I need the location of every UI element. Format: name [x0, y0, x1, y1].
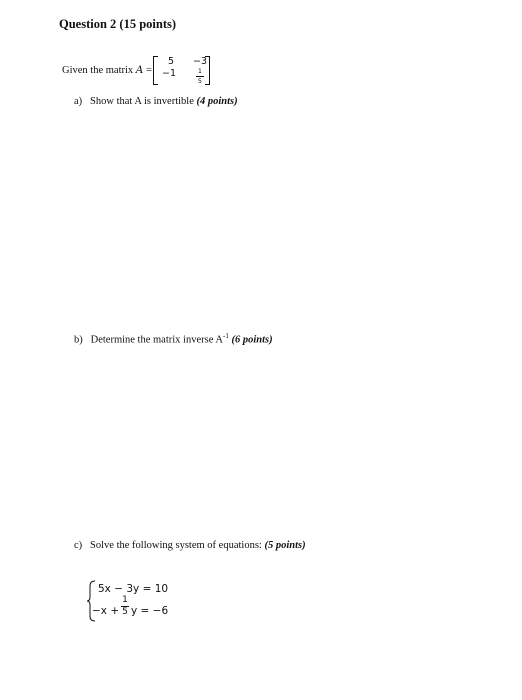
given-text: Given the matrix — [62, 65, 134, 76]
equation-2-prefix: −x + — [92, 605, 120, 617]
part-a-label: a) — [74, 96, 83, 107]
part-b — [74, 332, 273, 346]
part-a-points: (4 points) — [196, 96, 238, 107]
part-a — [74, 96, 238, 107]
part-c-label: c) — [74, 540, 83, 551]
equation-1: 5x − 3y = 10 — [98, 583, 169, 595]
left-bracket — [153, 56, 158, 85]
given-statement — [62, 64, 152, 76]
matrix-cell-r1c1: 5 — [167, 56, 175, 67]
part-b-label: b) — [74, 334, 83, 346]
part-a-text: Show that A is invertible — [90, 96, 194, 107]
question-title: Question 2 (15 points) — [59, 17, 177, 31]
equation-2-denominator: 5 — [122, 607, 128, 617]
part-b-superscript: -1 — [223, 332, 229, 340]
matrix-cell-r2c1: −1 — [161, 68, 176, 79]
part-b-text: Determine the matrix inverse A — [90, 334, 223, 346]
equation-2-fraction — [121, 596, 129, 617]
equation-2-suffix: y = −6 — [131, 605, 169, 617]
equals-sign: = — [146, 65, 152, 76]
matrix-cell-r2c2 — [196, 68, 204, 84]
fraction-denominator: 5 — [197, 76, 203, 85]
part-c-text: Solve the following system of equations: — [90, 540, 262, 551]
part-b-points: (6 points) — [231, 334, 273, 346]
matrix-cell-r1c2: −3 — [192, 56, 207, 67]
fraction-numerator: 1 — [197, 67, 203, 75]
equation-2 — [92, 605, 119, 617]
part-c — [74, 540, 306, 551]
matrix-name: A — [135, 64, 144, 76]
equation-2-numerator: 1 — [122, 595, 128, 605]
part-c-points: (5 points) — [264, 540, 306, 551]
